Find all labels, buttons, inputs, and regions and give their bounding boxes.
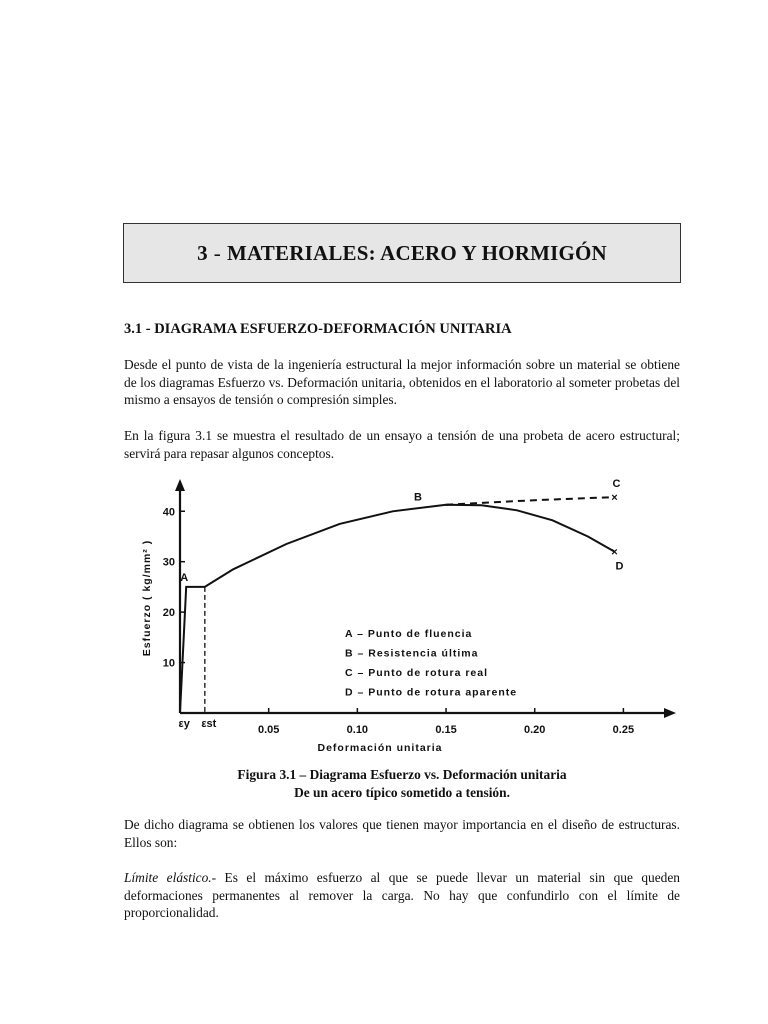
- legend-entry-3: D – Punto de rotura aparente: [345, 686, 518, 699]
- legend-entry-0: A – Punto de fluencia: [345, 628, 473, 640]
- stress-strain-figure: [140, 475, 680, 760]
- x-axis-arrow: [664, 708, 676, 718]
- point-marker-d: ×: [611, 546, 618, 559]
- x-tick-label-4: 0.25: [612, 724, 635, 736]
- paragraph-elastic-limit: [124, 869, 680, 922]
- section-heading: 3.1 - DIAGRAMA ESFUERZO-DEFORMACIÓN UNITARIA: [124, 321, 512, 337]
- y-tick-label-1: 20: [162, 607, 175, 620]
- x-tick-label-0: 0.05: [257, 724, 280, 736]
- elastic-limit-definition: Es el máximo esfuerzo al que se puede llevar un material sin que queden deformaciones permanentes al remover la carga. No hay que confundirlo con el límite de proporcionalidad.: [124, 870, 681, 920]
- y-tick-label-0: 10: [162, 657, 175, 670]
- figure-caption-line-1: Figura 3.1 – Diagrama Esfuerzo vs. Deformación unitaria: [237, 767, 567, 782]
- chapter-title-box: [123, 223, 681, 283]
- paragraph-values: De dicho diagrama se obtienen los valores que tienen mayor importancia en el diseño de estructuras. Ellos son:: [124, 817, 680, 850]
- paragraph-figure-intro: En la figura 3.1 se muestra el resultado de un ensayo a tensión de una probeta de acero estructural; servirá para repasar algunos conceptos.: [124, 428, 680, 461]
- series-line-0: [180, 505, 618, 713]
- figure-caption: [124, 766, 680, 802]
- x-tick-label-1: 0.10: [346, 724, 369, 736]
- y-tick-label-2: 30: [162, 556, 175, 569]
- y-tick-label-3: 40: [162, 506, 175, 519]
- chapter-number: 3: [197, 240, 208, 265]
- chapter-title: MATERIALES: ACERO Y HORMIGÓN: [226, 240, 607, 265]
- point-label-a: A: [180, 571, 189, 584]
- x-tick-label-2: 0.15: [435, 724, 457, 736]
- y-axis-label: Esfuerzo ( kg/mm² ): [141, 539, 153, 657]
- series-line-1: [446, 497, 615, 505]
- point-marker-c: ×: [611, 492, 618, 505]
- point-label-b: B: [414, 491, 423, 504]
- figure-caption-line-2: De un acero típico sometido a tensión.: [294, 785, 510, 800]
- x-axis-label: Deformación unitaria: [317, 742, 443, 754]
- chapter-title-separator: -: [213, 240, 221, 265]
- legend-entry-1: B – Resistencia última: [345, 647, 479, 660]
- y-axis-arrow: [175, 479, 185, 491]
- strain-mark-label-1: εst: [201, 718, 217, 730]
- legend-entry-2: C – Punto de rotura real: [345, 667, 489, 679]
- x-tick-label-3: 0.20: [524, 724, 546, 736]
- stress-strain-chart: [140, 475, 680, 760]
- paragraph-intro: Desde el punto de vista de la ingeniería estructural la mejor información sobre un material se obtiene de los diagramas Esfuerzo vs. Deformación unitaria, obtenidos en el laboratorio al someter probetas del mismo a ensayos de tensión o compresión simples.: [124, 357, 680, 407]
- point-label-c: C: [612, 478, 621, 491]
- point-label-d: D: [615, 560, 624, 573]
- elastic-limit-term: Límite elástico.-: [124, 870, 217, 885]
- strain-mark-label-0: εy: [178, 718, 190, 730]
